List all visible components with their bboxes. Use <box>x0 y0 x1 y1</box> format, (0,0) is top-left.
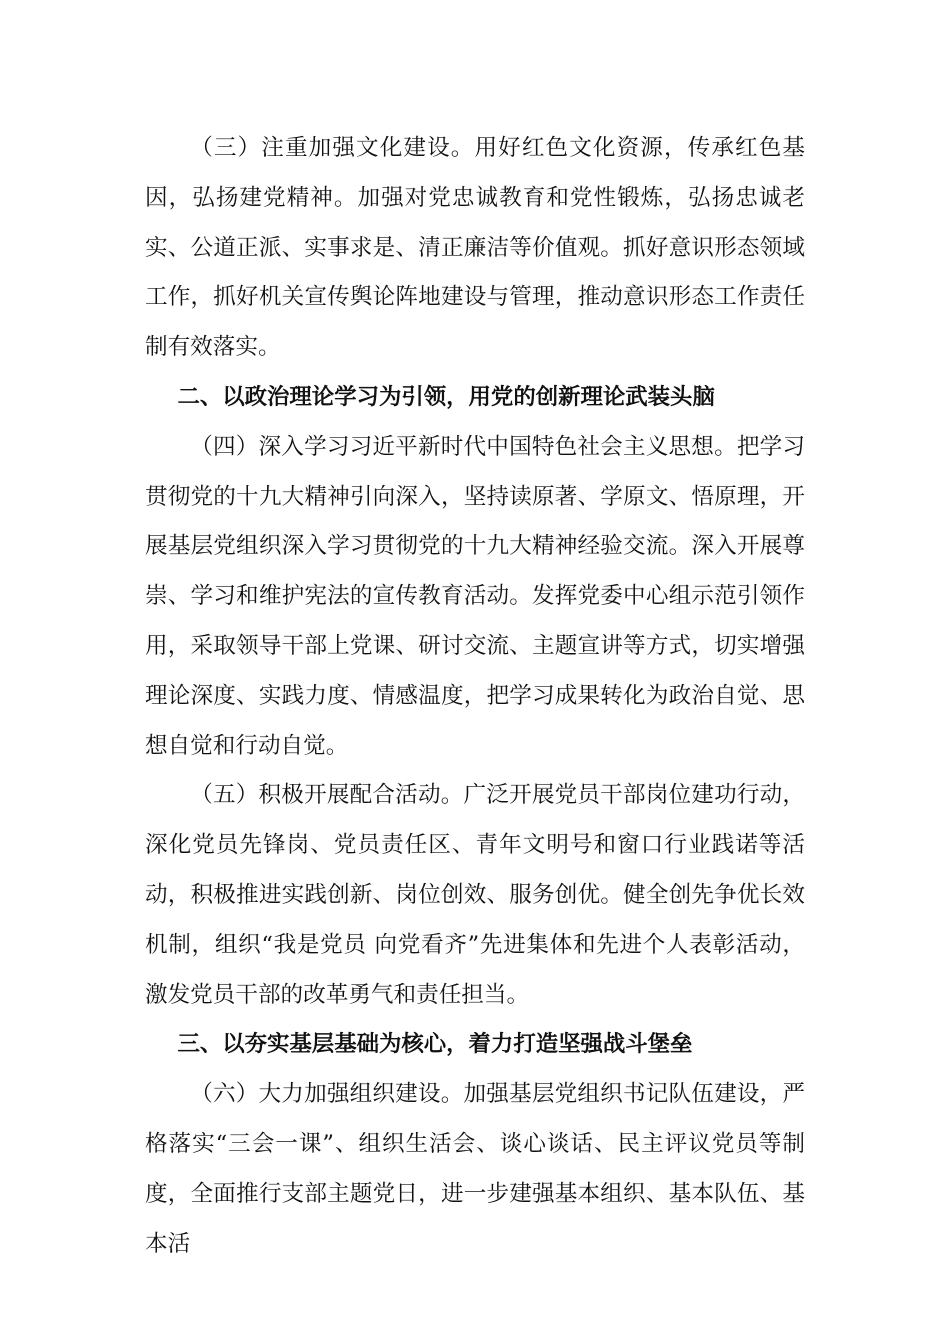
section-heading-grassroots: 三、以夯实基层基础为核心，着力打造坚强战斗堡垒 <box>177 1031 693 1058</box>
paragraph-organization-building: （六）大力加强组织建设。加强基层党组织书记队伍建设，严格落实“三会一课”、组织生活会、谈心谈话、民主评议党员等制度，全面推行支部主题党日，进一步建强基本组织、基本队伍、基本活 <box>145 1081 805 1257</box>
paragraph-study-thought: （四）深入学习习近平新时代中国特色社会主义思想。把学习贯彻党的十九大精神引向深入，坚持读原著、学原文、悟原理，开展基层党组织深入学习贯彻党的十九大精神经验交流。深入开展尊崇、学习和维护宪法的宣传教育活动。发挥党委中心组示范引领作用，采取领导干部上党课、研讨交流、主题宣讲等方式，切实增强理论深度、实践力度、情感温度，把学习成果转化为政治自觉、思想自觉和行动自觉。 <box>145 433 805 759</box>
paragraph-culture-building: （三）注重加强文化建设。用好红色文化资源，传承红色基因，弘扬建党精神。加强对党忠诚教育和党性锻炼，弘扬忠诚老实、公道正派、实事求是、清正廉洁等价值观。抓好意识形态领域工作，抓好机关宣传舆论阵地建设与管理，推动意识形态工作责任制有效落实。 <box>145 135 805 361</box>
paragraph-activities: （五）积极开展配合活动。广泛开展党员干部岗位建功行动，深化党员先锋岗、党员责任区、青年文明号和窗口行业践诺等活动，积极推进实践创新、岗位创效、服务创优。健全创先争优长效机制，组织“我是党员 向党看齐”先进集体和先进个人表彰活动，激发党员干部的改革勇气和责任担当。 <box>145 782 805 1008</box>
section-heading-theory-study: 二、以政治理论学习为引领，用党的创新理论武装头脑 <box>177 383 715 410</box>
document-body <box>145 124 805 1269</box>
